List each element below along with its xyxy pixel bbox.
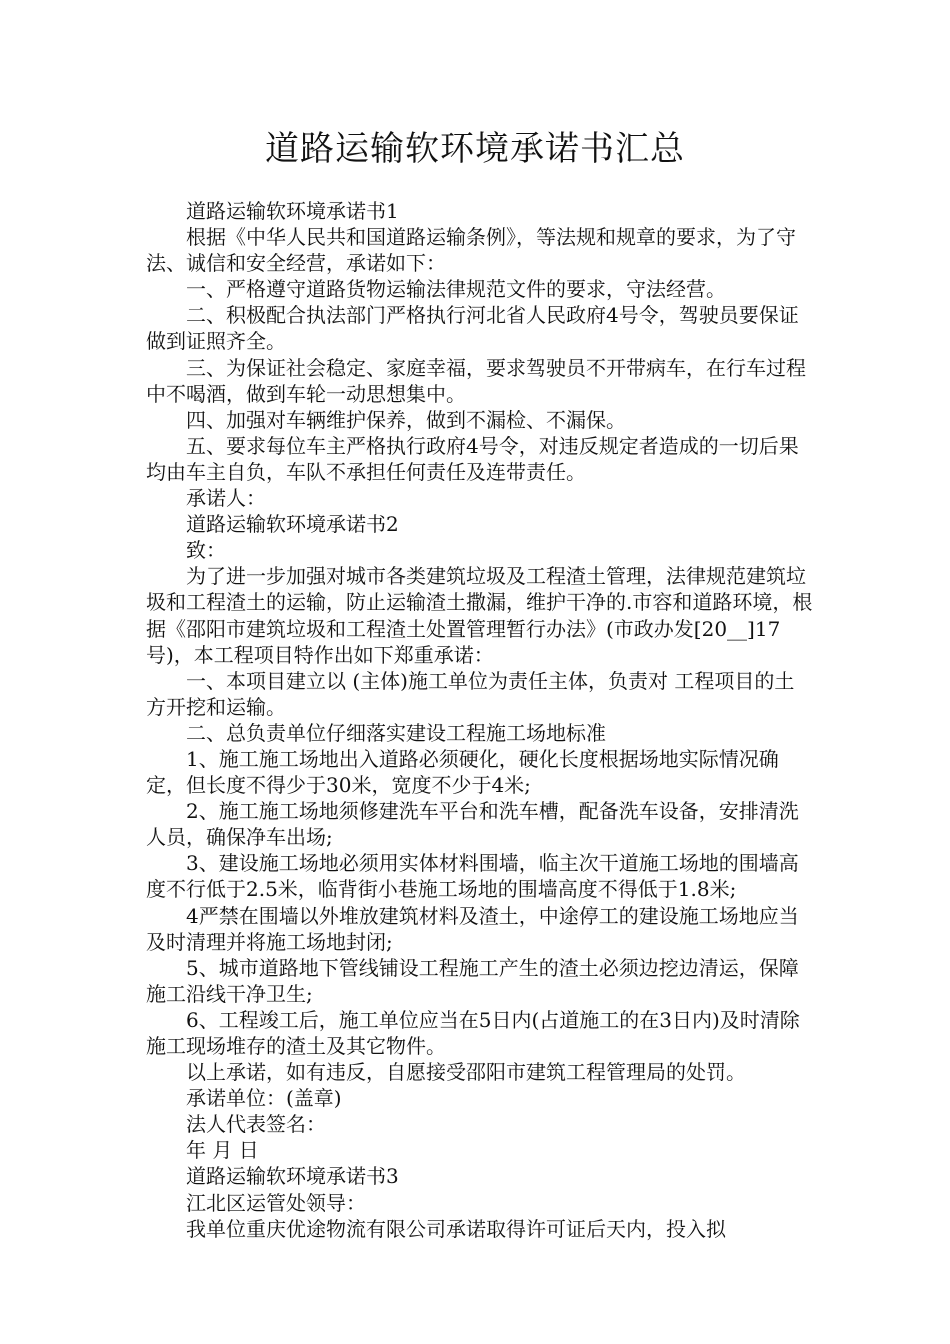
paragraph: 以上承诺，如有违反，自愿接受邵阳市建筑工程管理局的处罚。 — [186, 1060, 746, 1085]
paragraph: 一、严格遵守道路货物运输法律规范文件的要求，守法经营。 — [186, 277, 726, 302]
paragraph: 一、本项目建立以 (主体)施工单位为责任主体，负责对 工程项目的土方开挖和运输。 — [146, 668, 795, 719]
paragraph: 根据《中华人民共和国道路运输条例》，等法规和规章的要求，为了守法、诚信和安全经营，承诺如下： — [146, 225, 796, 276]
paragraph: 道路运输软环境承诺书2 — [186, 512, 399, 537]
paragraph: 承诺人： — [186, 486, 266, 511]
paragraph: 1、施工施工场地出入道路必须硬化，硬化长度根据场地实际情况确定，但长度不得少于30米，宽度不少于4米; — [146, 746, 779, 798]
paragraph: 道路运输软环境承诺书1 — [186, 199, 399, 223]
document-title: 道路运输软环境承诺书汇总 — [265, 129, 685, 169]
document-body — [146, 198, 814, 1242]
paragraph: 6、工程竣工后，施工单位应当在5日内(占道施工的在3日内)及时清除施工现场堆存的渣土及其它物件。 — [146, 1007, 800, 1058]
paragraph: 3、建设施工场地必须用实体材料围墙，临主次干道施工场地的围墙高度不行低于2.5米，临背街小巷施工场地的围墙高度不得低于1.8米; — [146, 851, 799, 902]
paragraph: 致： — [186, 538, 226, 563]
paragraph: 4严禁在围墙以外堆放建筑材料及渣土，中途停工的建设施工场地应当及时清理并将施工场地封闭; — [146, 903, 799, 954]
paragraph: 2、施工施工场地须修建洗车平台和洗车槽，配备洗车设备，安排清洗人员，确保净车出场; — [146, 799, 799, 850]
paragraph: 为了进一步加强对城市各类建筑垃圾及工程渣土管理，法律规范建筑垃圾和工程渣土的运输，防止运输渣土撒漏，维护干净的.市容和道路环境，根据《邵阳市建筑垃圾和工程渣土处置管理暂行办法》(市政办发[20__]17号)，本工程项目特作出如下郑重承诺： — [146, 564, 813, 667]
paragraph: 五、要求每位车主严格执行政府4号令，对违反规定者造成的一切后果均由车主自负，车队不承担任何责任及连带责任。 — [146, 433, 799, 484]
paragraph: 5、城市道路地下管线铺设工程施工产生的渣土必须边挖边清运，保障施工沿线干净卫生; — [146, 955, 799, 1006]
paragraph: 我单位重庆优途物流有限公司承诺取得许可证后天内，投入拟 — [186, 1216, 726, 1241]
paragraph: 三、为保证社会稳定、家庭幸福，要求驾驶员不开带病车，在行车过程中不喝酒，做到车轮一动思想集中。 — [146, 355, 806, 406]
paragraph: 年 月 日 — [186, 1138, 259, 1163]
paragraph: 道路运输软环境承诺书3 — [186, 1164, 399, 1189]
paragraph: 承诺单位：(盖章) — [186, 1086, 342, 1111]
paragraph: 江北区运管处领导： — [186, 1190, 366, 1215]
paragraph: 二、积极配合执法部门严格执行河北省人民政府4号令，驾驶员要保证做到证照齐全。 — [146, 303, 799, 354]
paragraph: 四、加强对车辆维护保养，做到不漏检、不漏保。 — [186, 407, 626, 432]
paragraph: 二、总负责单位仔细落实建设工程施工场地标准 — [186, 720, 606, 745]
paragraph: 法人代表签名： — [186, 1112, 326, 1137]
